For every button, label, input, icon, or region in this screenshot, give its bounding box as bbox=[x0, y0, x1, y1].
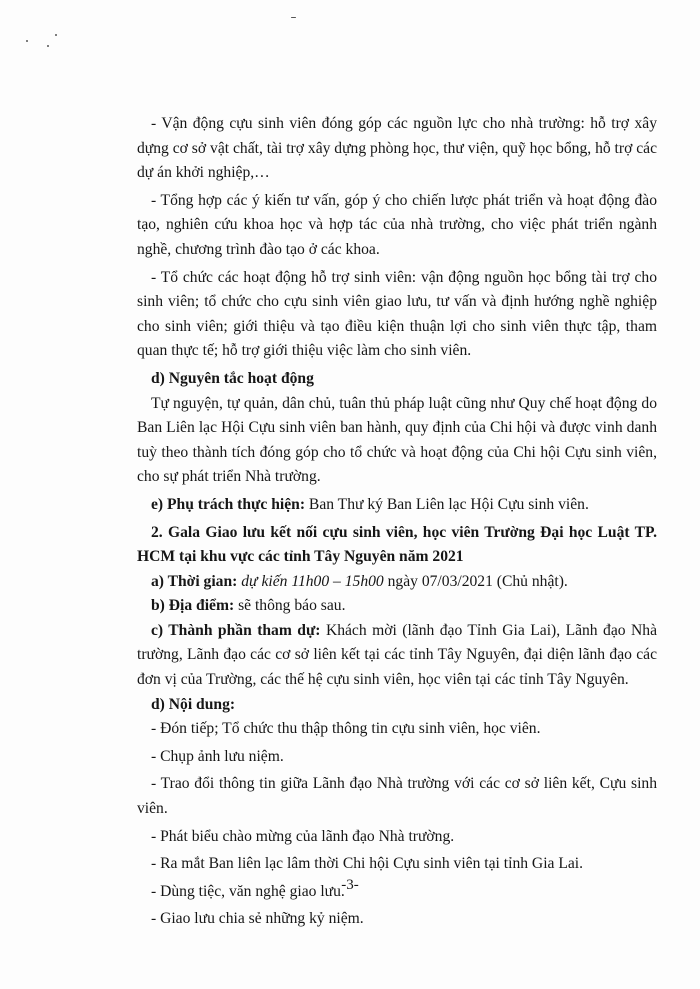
document-body bbox=[137, 112, 657, 932]
list-item bbox=[137, 745, 657, 770]
text-run: Tự nguyện, tự quản, dân chủ, tuân thủ pháp luật cũng như Quy chế hoạt động do Ban Liên lạc Hội Cựu sinh viên ban hành, quy định của Chi hội và được vinh danh tuỳ theo thành tích đóng góp cho tổ chức và hoạt động của Chi hội Cựu sinh viên, cho sự phát triển Nhà trường. bbox=[137, 394, 657, 486]
paragraph bbox=[137, 189, 657, 263]
text-run: Khách mời (lãnh đạo Tỉnh Gia Lai), Lãnh đạo Nhà trường, Lãnh đạo các cơ sở liên kết tại các tỉnh Tây Nguyên, đại diện lãnh đạo các đơn vị của Trường, các thế hệ cựu sinh viên, học viên tại các tỉnh Tây Nguyên. bbox=[137, 621, 657, 689]
paragraph bbox=[137, 493, 657, 518]
list-item bbox=[137, 907, 657, 932]
paragraph bbox=[137, 112, 657, 186]
section-heading bbox=[137, 367, 657, 392]
text-run: - Trao đổi thông tin giữa Lãnh đạo Nhà trường với các cơ sở liên kết, Cựu sinh viên. bbox=[137, 775, 657, 818]
bold-text: d) Nội dung: bbox=[151, 695, 236, 713]
text-run: - Giao lưu chia sẻ những kỷ niệm. bbox=[151, 910, 364, 928]
list-item bbox=[137, 717, 657, 742]
bold-text: b) Địa điểm: bbox=[151, 597, 235, 615]
text-run: - Đón tiếp; Tổ chức thu thập thông tin cựu sinh viên, học viên. bbox=[151, 720, 541, 738]
paragraph bbox=[137, 594, 657, 619]
list-item bbox=[137, 772, 657, 821]
list-item bbox=[137, 852, 657, 877]
paragraph bbox=[137, 570, 657, 595]
paragraph bbox=[137, 619, 657, 693]
bold-text: a) Thời gian: bbox=[151, 572, 238, 590]
paragraph bbox=[137, 392, 657, 490]
text-run: - Ra mắt Ban liên lạc lâm thời Chi hội Cựu sinh viên tại tỉnh Gia Lai. bbox=[151, 855, 584, 873]
section-heading bbox=[137, 521, 657, 570]
bold-text: e) Phụ trách thực hiện: bbox=[151, 495, 306, 513]
paragraph bbox=[137, 266, 657, 364]
text-run: sẽ thông báo sau. bbox=[234, 597, 346, 615]
text-run: - Chụp ảnh lưu niệm. bbox=[151, 747, 284, 765]
section-heading bbox=[137, 693, 657, 718]
text-run: - Phát biểu chào mừng của lãnh đạo Nhà trường. bbox=[151, 827, 455, 845]
text-run: - Vận động cựu sinh viên đóng góp các nguồn lực cho nhà trường: hỗ trợ xây dựng cơ sở vật chất, tài trợ xây dựng phòng học, thư viện, quỹ học bổng, hỗ trợ các dự án khởi nghiệp,… bbox=[137, 115, 657, 182]
bold-text: c) Thành phần tham dự: bbox=[151, 621, 321, 639]
text-run: - Dùng tiệc, văn nghệ giao lưu. bbox=[151, 882, 345, 900]
italic-text: dự kiến 11h00 – 15h00 bbox=[241, 572, 384, 590]
list-item bbox=[137, 825, 657, 850]
text-run: - Tổ chức các hoạt động hỗ trợ sinh viên: vận động nguồn học bổng tài trợ cho sinh viên; tổ chức cho cựu sinh viên giao lưu, tư vấn và định hướng nghề nghiệp cho sinh viên; giới thiệu và tạo điều kiện thuận lợi cho sinh viên thực tập, tham quan thực tế; hỗ trợ giới thiệu việc làm cho sinh viên. bbox=[137, 268, 657, 360]
page-number: -3- bbox=[341, 877, 359, 893]
bold-text: 2. Gala Giao lưu kết nối cựu sinh viên, học viên Trường Đại học Luật TP. HCM tại khu vực các tỉnh Tây Nguyên năm 2021 bbox=[137, 523, 657, 566]
text-run: - Tổng hợp các ý kiến tư vấn, góp ý cho chiến lược phát triển và hoạt động đào tạo, nghiên cứu khoa học và hợp tác của nhà trường, cho việc phát triển ngành nghề, chương trình đào tạo ở các khoa. bbox=[137, 191, 657, 258]
text-run: Ban Thư ký Ban Liên lạc Hội Cựu sinh viên. bbox=[305, 495, 589, 513]
bold-text: d) Nguyên tắc hoạt động bbox=[151, 369, 314, 387]
text-run: ngày 07/03/2021 (Chủ nhật). bbox=[383, 572, 568, 590]
